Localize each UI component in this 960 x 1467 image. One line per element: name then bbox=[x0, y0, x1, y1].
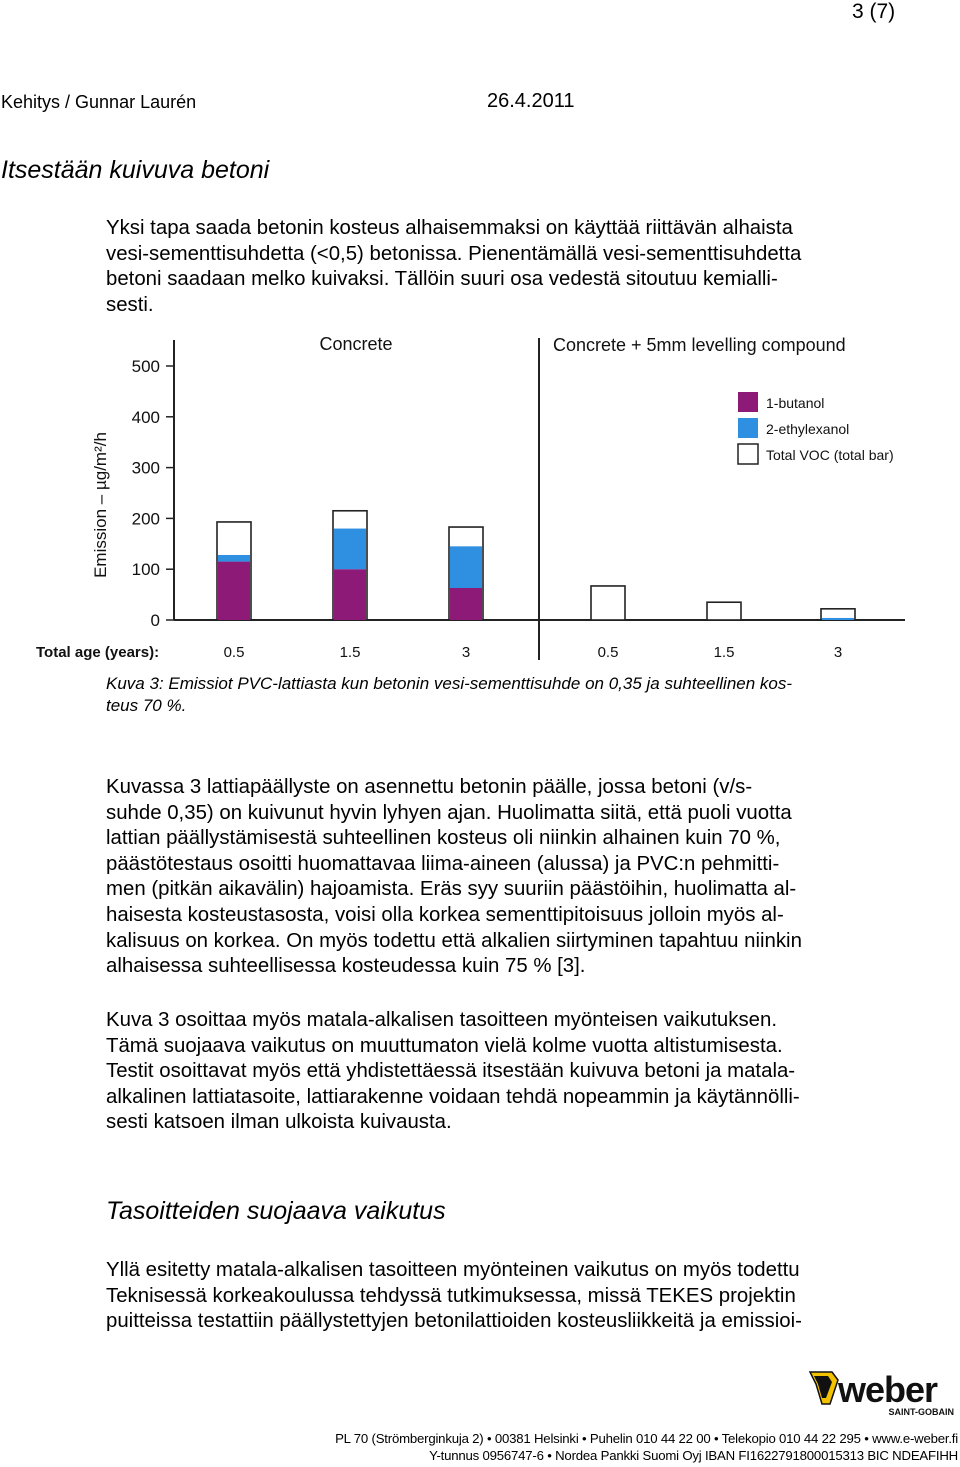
page-number: 3 (7) bbox=[852, 0, 896, 23]
y-tick-label: 300 bbox=[131, 458, 160, 478]
y-tick-label: 500 bbox=[131, 357, 160, 376]
legend-label: 2-ethylexanol bbox=[766, 421, 850, 437]
bar-2-ethylexanol bbox=[450, 546, 482, 588]
text-line: päästötestaus osoitti huomattavaa liima-aineen (alussa) ja PVC:n pehmitti- bbox=[106, 852, 780, 875]
text-line: betoni saadaan melko kuivaksi. Tällöin suuri osa vedestä sitoutuu kemialli- bbox=[106, 268, 778, 291]
y-tick-label: 100 bbox=[131, 560, 160, 580]
logo-word: weber bbox=[838, 1370, 938, 1410]
x-tick-label: 3 bbox=[833, 644, 843, 661]
group-title: Concrete bbox=[319, 334, 393, 354]
emission-chart bbox=[30, 328, 940, 668]
text-line: lattian päällystämisestä suhteellinen kosteus oli niinkin alhainen kuin 70 %, bbox=[106, 827, 781, 850]
bar-1-butanol bbox=[450, 588, 482, 620]
bar-1-butanol bbox=[218, 562, 250, 620]
bar-2-ethylexanol bbox=[218, 555, 250, 562]
text-line: suhde 0,35) on kuivunut hyvin lyhyen ajan. Huolimatta siitä, että puoli vuotta bbox=[106, 801, 792, 824]
caption-line: Kuva 3: Emissiot PVC-lattiasta kun betonin vesi-sementtisuhde on 0,35 ja suhteellinen kos- bbox=[106, 674, 793, 693]
bar-2-ethylexanol bbox=[822, 618, 854, 620]
text-line: Teknisessä korkeakoulussa tehdyssä tutkimuksessa, missä TEKES projektin bbox=[106, 1284, 796, 1307]
x-tick-label: 3 bbox=[461, 644, 471, 661]
y-tick-label: 400 bbox=[131, 407, 160, 427]
section-heading-2: Tasoitteiden suojaava vaikutus bbox=[106, 1197, 446, 1225]
bar-1-butanol bbox=[334, 569, 366, 620]
footer-bank: Y-tunnus 0956747-6 • Nordea Pankki Suomi Oyj IBAN FI1622791800015313 BIC NDEAFIHH bbox=[429, 1448, 958, 1463]
logo-sub: SAINT-GOBAIN bbox=[888, 1407, 954, 1417]
header-author: Kehitys / Gunnar Laurén bbox=[1, 92, 197, 112]
body-paragraph-2 bbox=[106, 775, 896, 980]
text-line: kalisuus on korkea. On myös todettu että alkalien siirtyminen tapahtuu niinkin bbox=[106, 929, 802, 952]
body-paragraph-4 bbox=[106, 1258, 896, 1335]
x-tick-label: 1.5 bbox=[713, 644, 735, 661]
bar-total-voc bbox=[707, 602, 741, 620]
text-line: Testit osoittavat myös että yhdistettäessä itsestään kuivuva betoni ja matala- bbox=[106, 1060, 796, 1083]
text-line: puitteissa testattiin päällystettyjen betonilattioiden kosteusliikkeitä ja emissioi- bbox=[106, 1310, 802, 1333]
legend-swatch bbox=[738, 418, 758, 438]
group-title: Concrete + 5mm levelling compound bbox=[553, 335, 846, 355]
legend-swatch bbox=[738, 392, 758, 412]
header-date: 26.4.2011 bbox=[487, 90, 575, 112]
text-line: Kuvassa 3 lattiapäällyste on asennettu betonin päälle, jossa betoni (v/s- bbox=[106, 776, 753, 798]
bar-total-voc bbox=[591, 586, 625, 620]
x-tick-label: 0.5 bbox=[223, 644, 245, 661]
footer-address: PL 70 (Strömberginkuja 2) • 00381 Helsinki • Puhelin 010 44 22 00 • Telekopio 010 44 22 295 • www.e-weber.fi bbox=[335, 1431, 958, 1446]
x-tick-label: 1.5 bbox=[339, 644, 361, 661]
text-line: alhaisessa suhteellisessa kosteudessa kuin 75 % [3]. bbox=[106, 955, 586, 978]
x-tick-label: 0.5 bbox=[597, 644, 619, 661]
text-line: Yksi tapa saada betonin kosteus alhaisemmaksi on käyttää riittävän alhaista bbox=[106, 217, 793, 239]
y-tick-label: 0 bbox=[150, 611, 160, 630]
legend-label: 1-butanol bbox=[766, 395, 825, 411]
section-heading-1: Itsestään kuivuva betoni bbox=[1, 156, 270, 184]
intro-paragraph bbox=[106, 216, 896, 318]
y-tick-label: 200 bbox=[131, 509, 160, 529]
text-line: alkalinen lattiatasoite, lattiarakenne voidaan tehdä nopeammin ja käytännölli- bbox=[106, 1085, 800, 1108]
caption-line: teus 70 %. bbox=[106, 696, 187, 715]
text-line: Kuva 3 osoittaa myös matala-alkalisen tasoitteen myönteisen vaikutuksen. bbox=[106, 1009, 777, 1031]
legend-swatch bbox=[738, 444, 758, 464]
legend-label: Total VOC (total bar) bbox=[766, 447, 894, 463]
text-line: haisesta kosteustasosta, voisi olla korkea sementtipitoisuus jolloin myös al- bbox=[106, 903, 784, 926]
body-paragraph-3 bbox=[106, 1008, 896, 1136]
weber-logo-icon bbox=[808, 1370, 956, 1418]
text-line: men (pitkän aikavälin) hajoamista. Eräs syy suuriin päästöihin, huolimatta al- bbox=[106, 878, 797, 901]
y-axis-label: Emission – µg/m²/h bbox=[91, 432, 110, 578]
text-line: sesti katsoen ilman ulkoista kuivausta. bbox=[106, 1111, 452, 1134]
x-axis-label: Total age (years): bbox=[36, 644, 160, 661]
figure-caption bbox=[106, 673, 792, 717]
text-line: sesti. bbox=[106, 293, 154, 316]
text-line: Yllä esitetty matala-alkalisen tasoitteen myönteinen vaikutus on myös todettu bbox=[106, 1259, 800, 1281]
bar-2-ethylexanol bbox=[334, 529, 366, 570]
text-line: vesi-sementtisuhdetta (<0,5) betonissa. Pienentämällä vesi-sementtisuhdetta bbox=[106, 242, 802, 265]
text-line: Tämä suojaava vaikutus on muuttumaton vielä kolme vuotta altistumisesta. bbox=[106, 1034, 783, 1057]
